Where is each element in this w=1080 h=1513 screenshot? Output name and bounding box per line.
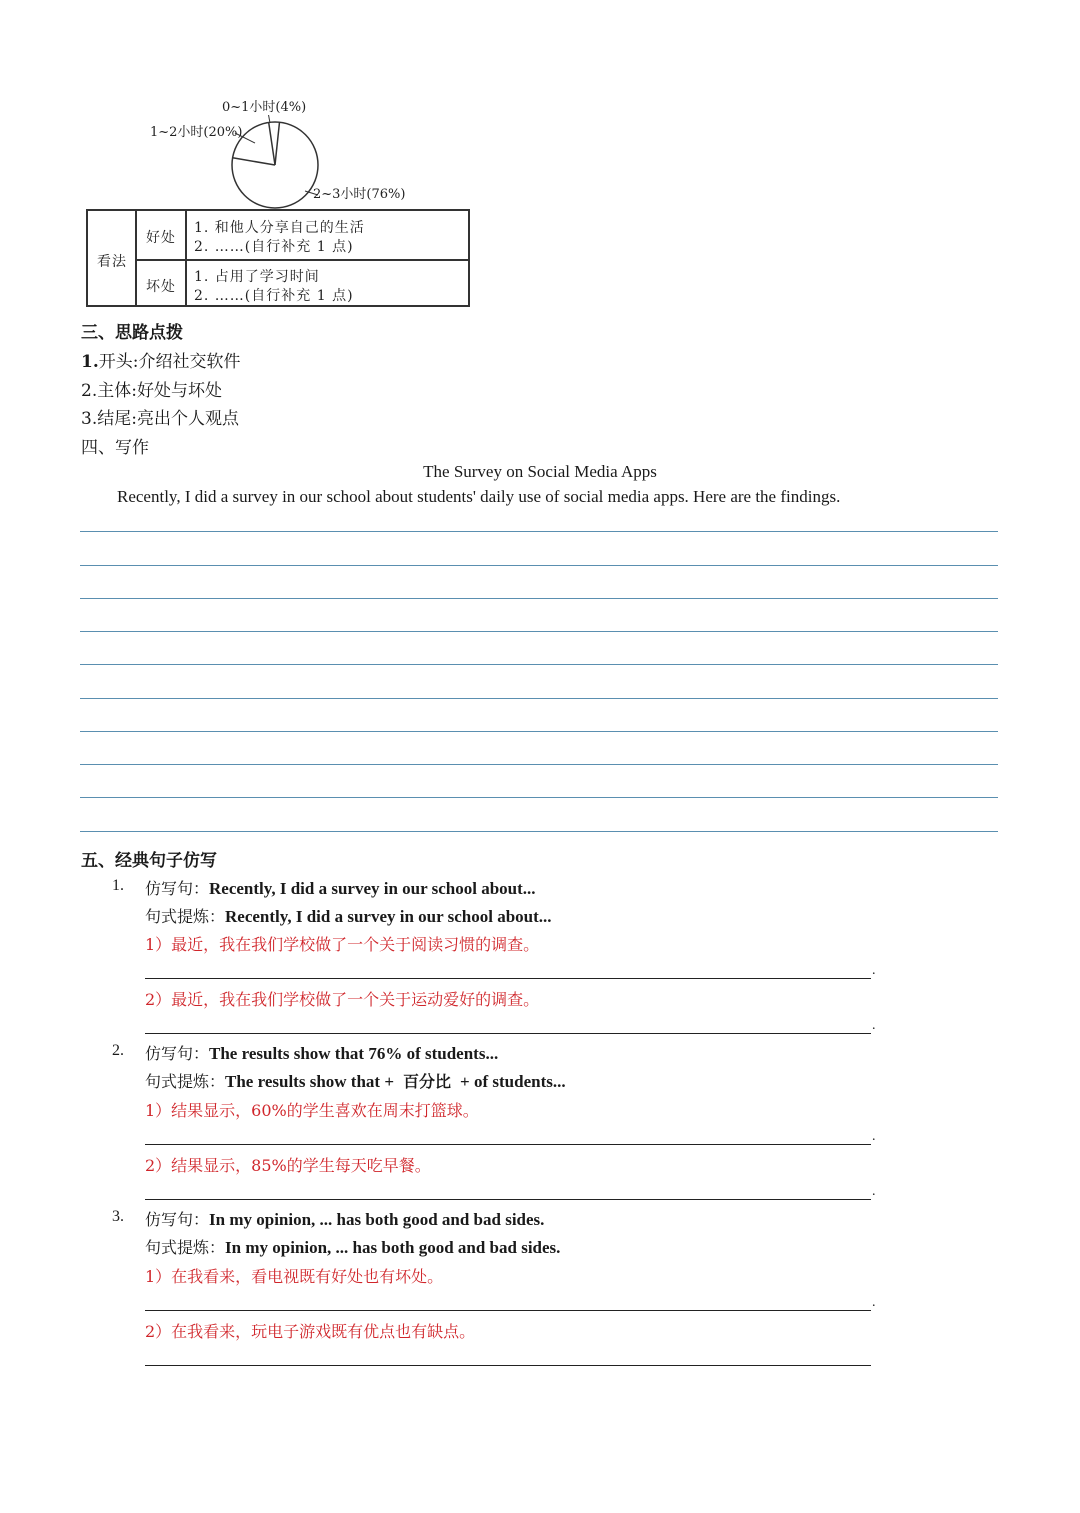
essay-title: The Survey on Social Media Apps [423,462,657,481]
item1-exercise-2: 2）最近，我在我们学校做了一个关于运动爱好的调查。 [145,990,540,1009]
answer-line[interactable] [145,978,871,979]
pros-label: 好处 [146,230,176,246]
answer-period: . [872,1295,876,1310]
pros-item-1: 1. 和他人分享自己的生活 [194,220,365,236]
item1-model: 仿写句：Recently, I did a survey in our school about... [145,879,536,898]
point-1: 1.开头:介绍社交软件 [81,352,241,372]
answer-line[interactable] [145,1144,871,1145]
answer-line[interactable] [145,1199,871,1200]
answer-period: . [872,1184,876,1199]
pie-label-2-3h: 2~3小时(76%) [313,187,406,202]
pie-divider-a [269,123,275,166]
pie-divider-b [233,158,275,165]
writing-line[interactable] [80,531,998,532]
cons-item-1: 1. 占用了学习时间 [194,269,320,285]
item2-exercise-1: 1）结果显示，60%的学生喜欢在周末打篮球。 [145,1101,479,1120]
section5-title: 五、经典句子仿写 [81,851,217,871]
section3-title: 三、思路点拨 [81,323,183,343]
pie-label-0-1h: 0~1小时(4%) [222,100,307,115]
pie-divider-top [275,122,280,165]
item1-pattern: 句式提炼：Recently, I did a survey in our school about... [145,907,552,926]
writing-line[interactable] [80,631,998,632]
item2-exercise-2: 2）结果显示，85%的学生每天吃早餐。 [145,1156,431,1175]
writing-line[interactable] [80,797,998,798]
answer-period: . [872,1129,876,1144]
writing-line[interactable] [80,698,998,699]
writing-line[interactable] [80,664,998,665]
answer-period: . [872,963,876,978]
item2-model: 仿写句：The results show that 76% of students... [145,1044,499,1063]
item3-exercise-2: 2）在我看来，玩电子游戏既有优点也有缺点。 [145,1322,476,1341]
item1-exercise-1: 1）最近，我在我们学校做了一个关于阅读习惯的调查。 [145,935,540,954]
pros-item-2: 2. ……(自行补充 1 点) [194,239,354,255]
answer-line[interactable] [145,1365,871,1366]
point-3: 3.结尾:亮出个人观点 [81,409,239,429]
cons-item-2: 2. ……(自行补充 1 点) [194,288,354,304]
answer-line[interactable] [145,1033,871,1034]
item3-exercise-1: 1）在我看来，看电视既有好处也有坏处。 [145,1267,444,1286]
item2-pattern: 句式提炼：The results show that + 百分比 + of students... [145,1072,566,1091]
essay-opening: Recently, I did a survey in our school about students' daily use of social media apps. Here are the findings. [117,487,841,506]
pie-label-1-2h: 1~2小时(20%) [150,125,243,140]
writing-line[interactable] [80,565,998,566]
section4-title: 四、写作 [81,438,149,458]
answer-line[interactable] [145,1310,871,1311]
writing-line[interactable] [80,831,998,832]
item1-number: 1. [112,877,124,894]
item3-number: 3. [112,1208,124,1225]
answer-period: . [872,1018,876,1033]
item2-number: 2. [112,1042,124,1059]
item3-model: 仿写句：In my opinion, ... has both good and bad sides. [145,1210,545,1229]
writing-line[interactable] [80,764,998,765]
item3-pattern: 句式提炼：In my opinion, ... has both good and bad sides. [145,1238,561,1257]
point-2: 2.主体:好处与坏处 [81,381,222,401]
views-header: 看法 [97,254,127,270]
views-table [86,209,470,307]
writing-line[interactable] [80,598,998,599]
cons-label: 坏处 [146,279,176,295]
writing-line[interactable] [80,731,998,732]
